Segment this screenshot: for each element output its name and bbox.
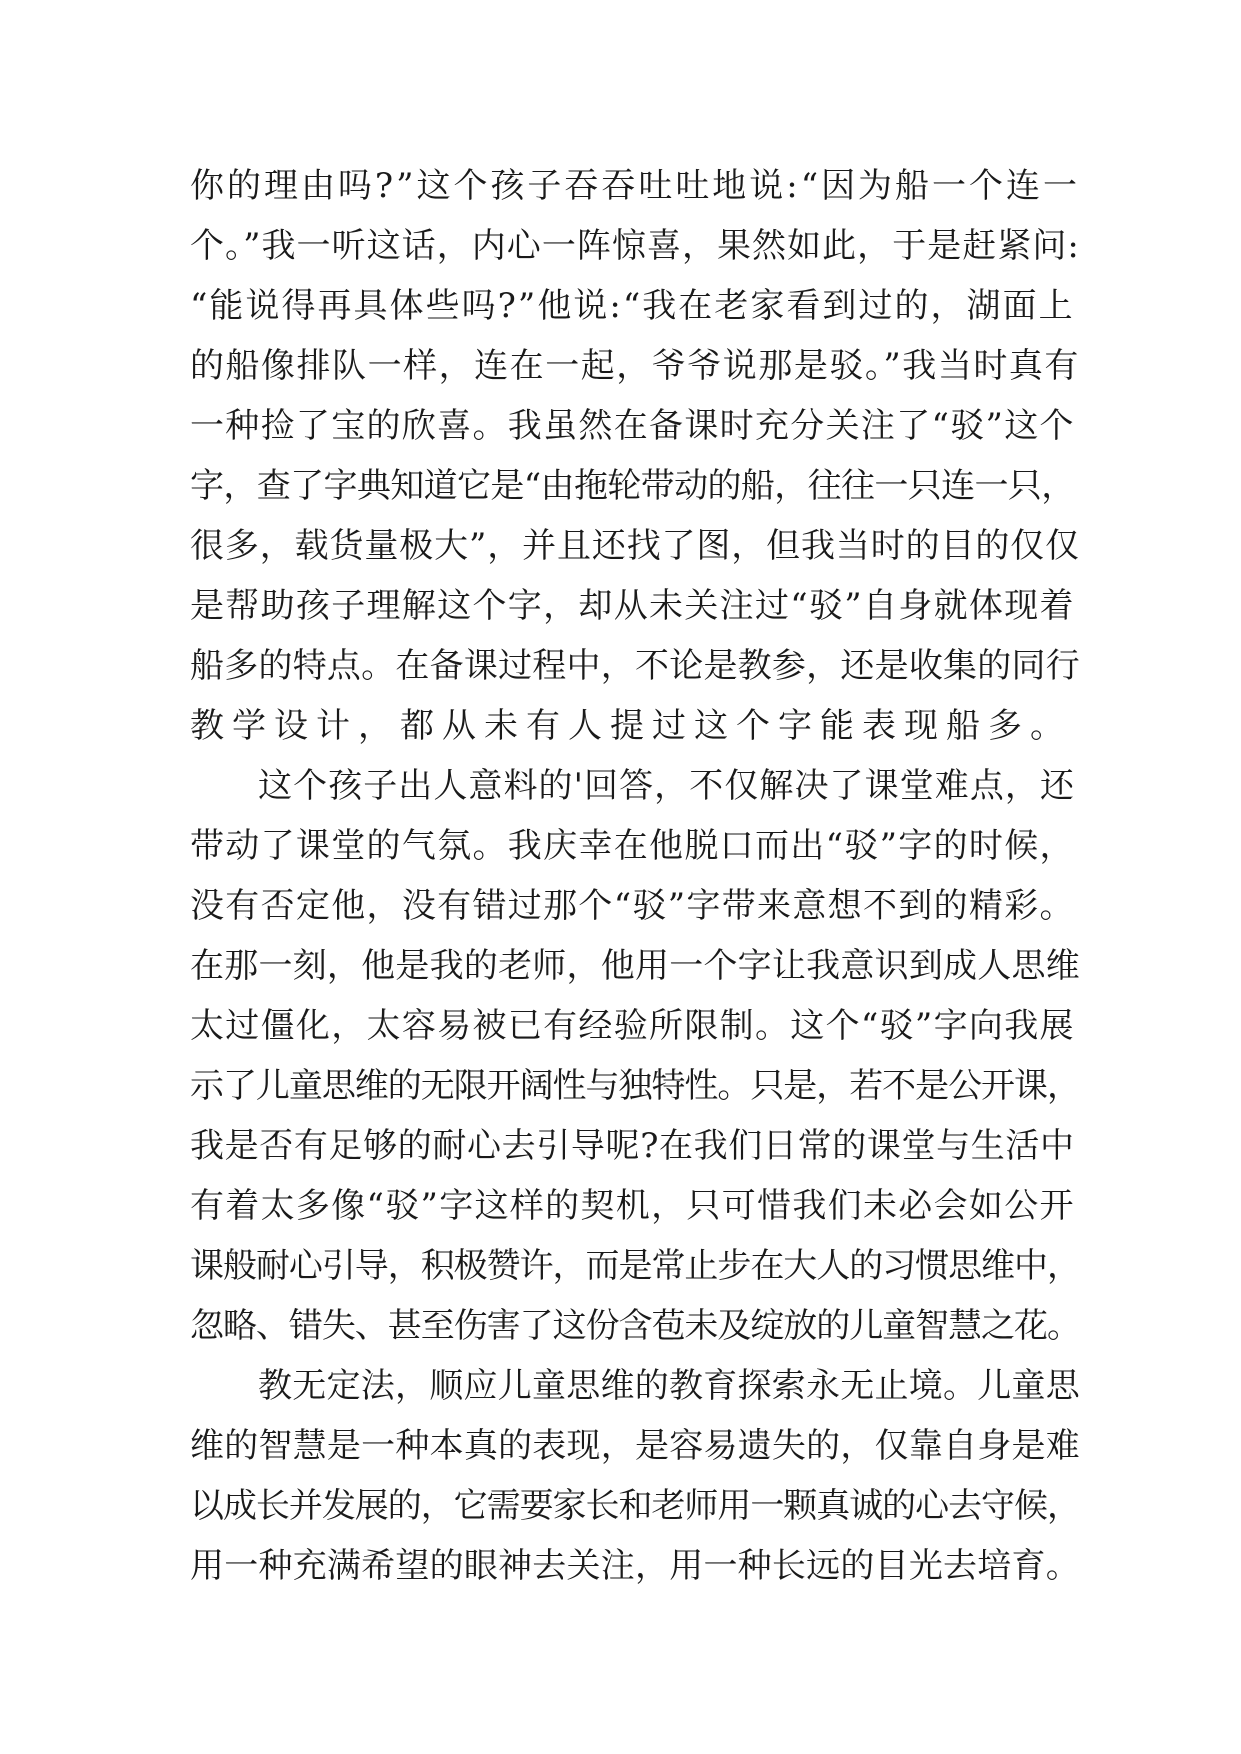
text-line: 很多，载货量极大”，并且还找了图，但我当时的目的仅仅 [190,526,1080,566]
paragraph-first-line: 教无定法，顺应儿童思维的教育探索永无止境。儿童思 [258,1366,1080,1406]
text-line: 是帮助孩子理解这个字，却从未关注过“驳”自身就体现着 [190,586,1075,626]
paragraph-first-line: 这个孩子出人意料的'回答，不仅解决了课堂难点，还 [258,766,1076,806]
body-text [190,156,1080,1596]
text-line: 在那一刻，他是我的老师，他用一个字让我意识到成人思维 [190,946,1080,986]
text-line: 维的智慧是一种本真的表现，是容易遗失的，仅靠自身是难 [190,1426,1080,1466]
text-line: 我是否有足够的耐心去引导呢?在我们日常的课堂与生活中 [190,1126,1075,1166]
text-line: 以成长并发展的，它需要家长和老师用一颗真诚的心去守候， [190,1486,1080,1526]
text-line: 有着太多像“驳”字这样的契机，只可惜我们未必会如公开 [190,1186,1075,1226]
text-line: 没有否定他，没有错过那个“驳”字带来意想不到的精彩。 [190,886,1075,926]
text-line: 一种捡了宝的欣喜。我虽然在备课时充分关注了“驳”这个 [190,406,1075,446]
text-line: 带动了课堂的气氛。我庆幸在他脱口而出“驳”字的时候， [190,826,1075,866]
text-line: 示了儿童思维的无限开阔性与独特性。只是，若不是公开课， [190,1066,1080,1106]
text-line: 忽略、错失、甚至伤害了这份含苞未及绽放的儿童智慧之花。 [190,1306,1080,1346]
text-line: 字，查了字典知道它是“由拖轮带动的船，往往一只连一只， [190,466,1075,506]
text-line: 个。”我一听这话，内心一阵惊喜，果然如此，于是赶紧问: [190,226,1080,266]
text-line: 用一种充满希望的眼神去关注，用一种长远的目光去培育。 [190,1546,1080,1586]
text-line: 太过僵化，太容易被已有经验所限制。这个“驳”字向我展 [190,1006,1075,1046]
text-line: 你的理由吗?”这个孩子吞吞吐吐地说:“因为船一个连一 [190,166,1080,206]
text-line: 课般耐心引导，积极赞许，而是常止步在大人的习惯思维中， [190,1246,1080,1286]
text-line: 船多的特点。在备课过程中，不论是教参，还是收集的同行 [190,646,1080,686]
text-line: 教学设计，都从未有人提过这个字能表现船多。 [190,706,1072,746]
text-line: 的船像排队一样，连在一起，爷爷说那是驳。”我当时真有 [190,346,1080,386]
text-line: “能说得再具体些吗?”他说:“我在老家看到过的，湖面上 [190,286,1075,326]
